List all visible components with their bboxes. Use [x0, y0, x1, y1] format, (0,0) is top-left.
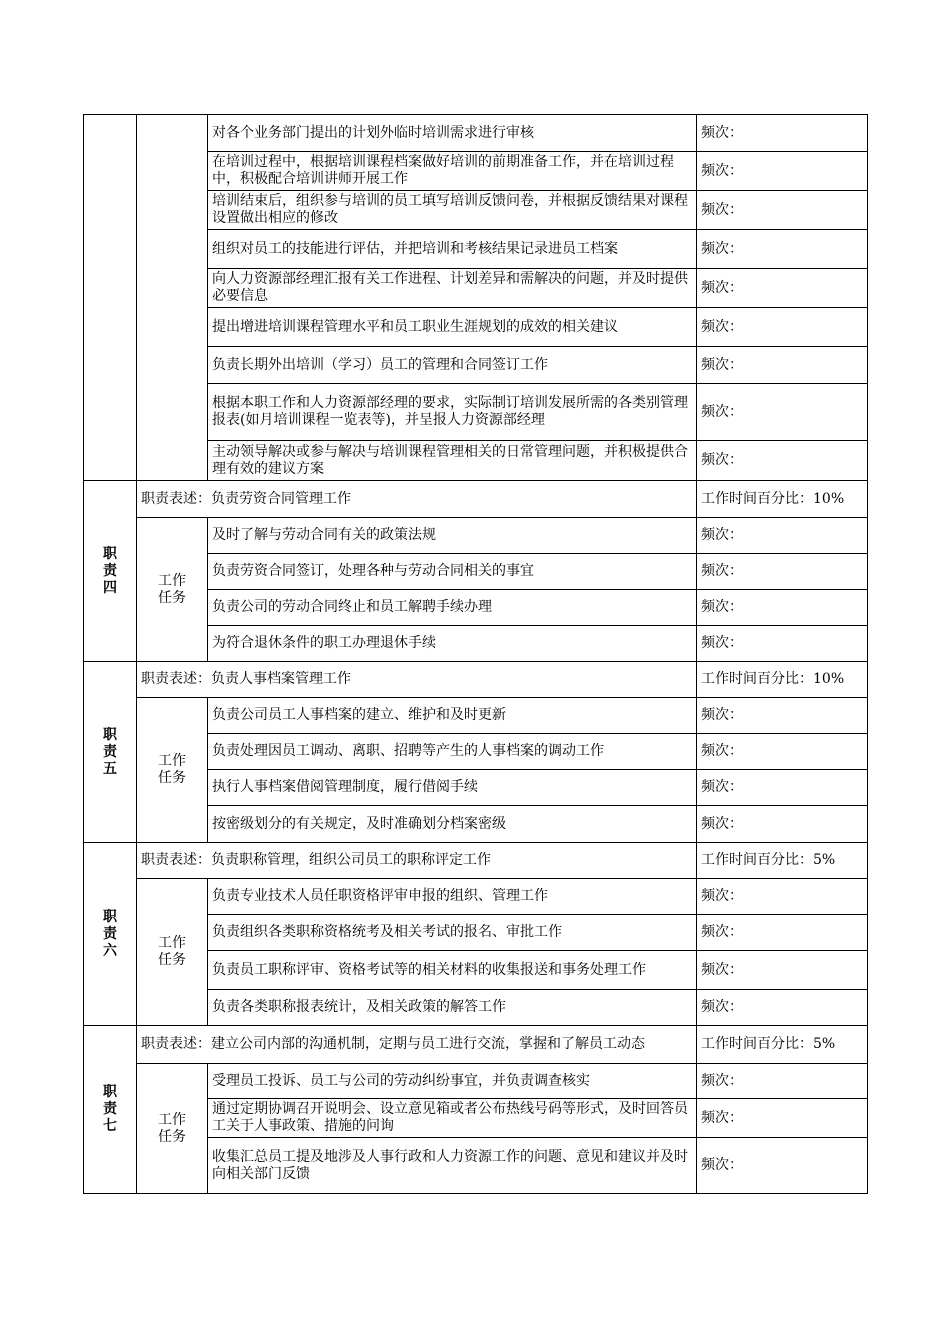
section-label-char: 六 — [103, 942, 117, 959]
task-label-line: 工作 — [158, 1111, 186, 1128]
task-text: 负责员工职称评审、资格考试等的相关材料的收集报送和事务处理工作 — [208, 951, 697, 990]
frequency-cell: 频次： — [697, 1099, 868, 1138]
section-label-char: 职 — [103, 726, 117, 743]
task-label-line: 工作 — [158, 935, 186, 951]
task-text: 负责公司员工人事档案的建立、维护和及时更新 — [208, 698, 697, 734]
task-label-line: 任务 — [158, 589, 186, 606]
frequency-cell: 频次： — [697, 441, 868, 481]
frequency-cell: 频次： — [697, 115, 868, 152]
frequency-cell: 频次： — [697, 308, 868, 347]
task-text: 按密级划分的有关规定，及时准确划分档案密级 — [208, 806, 697, 843]
description-row — [84, 481, 868, 518]
duty-description: 职责表述：负责职称管理，组织公司员工的职称评定工作 — [137, 843, 697, 879]
description-row — [84, 843, 868, 879]
task-text: 受理员工投诉、员工与公司的劳动纠纷事宜，并负责调查核实 — [208, 1064, 697, 1099]
task-text: 收集汇总员工提及地涉及人事行政和人力资源工作的问题、意见和建议并及时向相关部门反馈 — [208, 1138, 697, 1194]
task-text: 提出增进培训课程管理水平和员工职业生涯规划的成效的相关建议 — [208, 308, 697, 347]
frequency-cell: 频次： — [697, 990, 868, 1026]
task-label-line: 任务 — [158, 1128, 186, 1145]
task-text: 负责专业技术人员任职资格评审申报的组织、管理工作 — [208, 879, 697, 915]
frequency-cell: 频次： — [697, 269, 868, 308]
task-text: 负责组织各类职称资格统考及相关考试的报名、审批工作 — [208, 915, 697, 951]
work-time-percentage: 工作时间百分比：5% — [697, 1026, 868, 1064]
task-text: 通过定期协调召开说明会、设立意见箱或者公布热线号码等形式，及时回答员工关于人事政策、措施的问询 — [208, 1099, 697, 1138]
section-label-char: 责 — [103, 743, 117, 760]
task-text: 向人力资源部经理汇报有关工作进程、计划差异和需解决的问题，并及时提供必要信息 — [208, 269, 697, 308]
table-row — [84, 879, 868, 915]
frequency-cell: 频次： — [697, 1064, 868, 1099]
section-label-char: 职 — [103, 545, 117, 562]
frequency-cell: 频次： — [697, 806, 868, 843]
section-label-char: 四 — [103, 579, 117, 596]
task-label-line: 工作 — [158, 572, 186, 589]
frequency-cell: 频次： — [697, 518, 868, 554]
frequency-cell: 频次： — [697, 734, 868, 770]
frequency-cell: 频次： — [697, 590, 868, 626]
section-label-char: 五 — [103, 760, 117, 777]
task-text: 培训结束后，组织参与培训的员工填写培训反馈问卷，并根据反馈结果对课程设置做出相应的修改 — [208, 191, 697, 230]
section-label-duty-4 — [84, 481, 137, 662]
duty-description: 职责表述：负责人事档案管理工作 — [137, 662, 697, 698]
task-text: 及时了解与劳动合同有关的政策法规 — [208, 518, 697, 554]
frequency-cell: 频次： — [697, 770, 868, 806]
task-text: 根据本职工作和人力资源部经理的要求，实际制订培训发展所需的各类别管理报表(如月培训课程一览表等)，并呈报人力资源部经理 — [208, 384, 697, 441]
task-text: 负责公司的劳动合同终止和员工解聘手续办理 — [208, 590, 697, 626]
section-label-char: 责 — [103, 1101, 117, 1117]
task-label-line: 任务 — [158, 770, 186, 786]
description-row — [84, 662, 868, 698]
section-label-char: 责 — [103, 925, 117, 942]
task-text: 组织对员工的技能进行评估，并把培训和考核结果记录进员工档案 — [208, 230, 697, 269]
frequency-cell: 频次： — [697, 698, 868, 734]
duty-table — [83, 114, 868, 1194]
task-label — [137, 518, 208, 662]
frequency-cell: 频次： — [697, 915, 868, 951]
section-label-duty-6 — [84, 843, 137, 1026]
task-label-cell — [137, 115, 208, 481]
task-text: 负责劳资合同签订，处理各种与劳动合同相关的事宜 — [208, 554, 697, 590]
frequency-cell: 频次： — [697, 1138, 868, 1194]
section-label-cell — [84, 115, 137, 481]
task-text: 负责各类职称报表统计，及相关政策的解答工作 — [208, 990, 697, 1026]
frequency-cell: 频次： — [697, 152, 868, 191]
frequency-cell: 频次： — [697, 347, 868, 384]
task-text: 为符合退休条件的职工办理退休手续 — [208, 626, 697, 662]
task-label-line: 工作 — [158, 753, 186, 769]
task-text: 负责处理因员工调动、离职、招聘等产生的人事档案的调动工作 — [208, 734, 697, 770]
section-label-char: 责 — [103, 562, 117, 579]
task-text: 主动领导解决或参与解决与培训课程管理相关的日常管理问题，并积极提供合理有效的建议方案 — [208, 441, 697, 481]
frequency-cell: 频次： — [697, 230, 868, 269]
frequency-cell: 频次： — [697, 879, 868, 915]
section-label-char: 七 — [103, 1118, 117, 1134]
section-label-duty-7 — [84, 1026, 137, 1194]
duty-description: 职责表述：建立公司内部的沟通机制，定期与员工进行交流，掌握和了解员工动态 — [137, 1026, 697, 1064]
duty-description: 职责表述：负责劳资合同管理工作 — [137, 481, 697, 518]
task-label-line: 任务 — [158, 952, 186, 968]
description-row — [84, 1026, 868, 1064]
task-text: 对各个业务部门提出的计划外临时培训需求进行审核 — [208, 115, 697, 152]
task-text: 在培训过程中，根据培训课程档案做好培训的前期准备工作，并在培训过程中，积极配合培训讲师开展工作 — [208, 152, 697, 191]
task-label — [137, 698, 208, 843]
task-label — [137, 879, 208, 1026]
frequency-cell: 频次： — [697, 554, 868, 590]
task-text: 执行人事档案借阅管理制度，履行借阅手续 — [208, 770, 697, 806]
work-time-percentage: 工作时间百分比：10% — [697, 662, 868, 698]
section-label-duty-5 — [84, 662, 137, 843]
frequency-cell: 频次： — [697, 191, 868, 230]
section-label-char: 职 — [103, 908, 117, 925]
frequency-cell: 频次： — [697, 626, 868, 662]
table-row — [84, 698, 868, 734]
section-label-char: 职 — [103, 1084, 117, 1100]
frequency-cell: 频次： — [697, 384, 868, 441]
table-row — [84, 1064, 868, 1099]
table-row — [84, 115, 868, 152]
work-time-percentage: 工作时间百分比：5% — [697, 843, 868, 879]
task-text: 负责长期外出培训（学习）员工的管理和合同签订工作 — [208, 347, 697, 384]
table-row — [84, 518, 868, 554]
task-label — [137, 1064, 208, 1194]
frequency-cell: 频次： — [697, 951, 868, 990]
work-time-percentage: 工作时间百分比：10% — [697, 481, 868, 518]
